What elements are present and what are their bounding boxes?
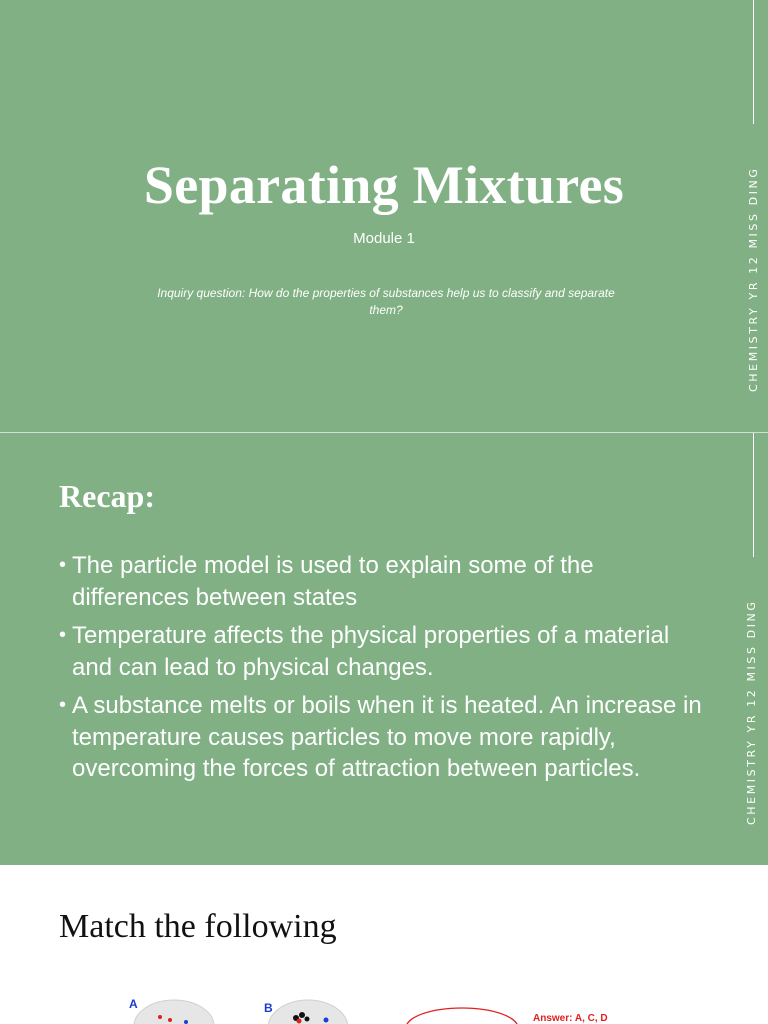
slide-subtitle: Module 1: [353, 230, 415, 247]
recap-bullet: • A substance melts or boils when it is heated. An increase in temperature causes particles to move more rapidly, overcoming the forces of attraction between particles.: [59, 690, 709, 785]
answer-outline-shape: [402, 1002, 522, 1024]
side-rule-line: [753, 433, 754, 557]
particle-dot: [299, 1012, 305, 1018]
side-rule-line: [753, 0, 754, 124]
side-vertical-text: CHEMISTRY YR 12 MISS DING: [745, 599, 758, 825]
particle-container-a: [134, 1000, 214, 1024]
answer-text: Answer: A, C, D: [533, 1013, 608, 1024]
particle-dot: [184, 1020, 188, 1024]
recap-heading: Recap:: [59, 478, 155, 514]
diagram-label-a: A: [129, 997, 138, 1011]
recap-bullet-list: [59, 550, 709, 792]
recap-bullet: • The particle model is used to explain some of the differences between states: [59, 550, 709, 613]
answer-outline: [406, 1008, 518, 1024]
diagram-label-b: B: [264, 1001, 273, 1015]
slide-title: Separating Mixtures: [143, 155, 625, 215]
particle-diagram-b: [260, 996, 360, 1024]
recap-bullet: • Temperature affects the physical properties of a material and can lead to physical changes.: [59, 620, 709, 683]
particle-dot: [305, 1017, 310, 1022]
particle-diagram-a: [126, 996, 226, 1024]
particle-dot: [158, 1015, 162, 1019]
match-heading: Match the following: [59, 908, 337, 945]
inquiry-question: Inquiry question: How do the properties of substances help us to classify and separate them?: [157, 286, 615, 317]
side-vertical-text: CHEMISTRY YR 12 MISS DING: [747, 166, 760, 392]
particle-dot: [168, 1018, 172, 1022]
title-slide: [0, 0, 768, 432]
particle-dot: [297, 1019, 302, 1024]
particle-dot: [324, 1018, 329, 1023]
